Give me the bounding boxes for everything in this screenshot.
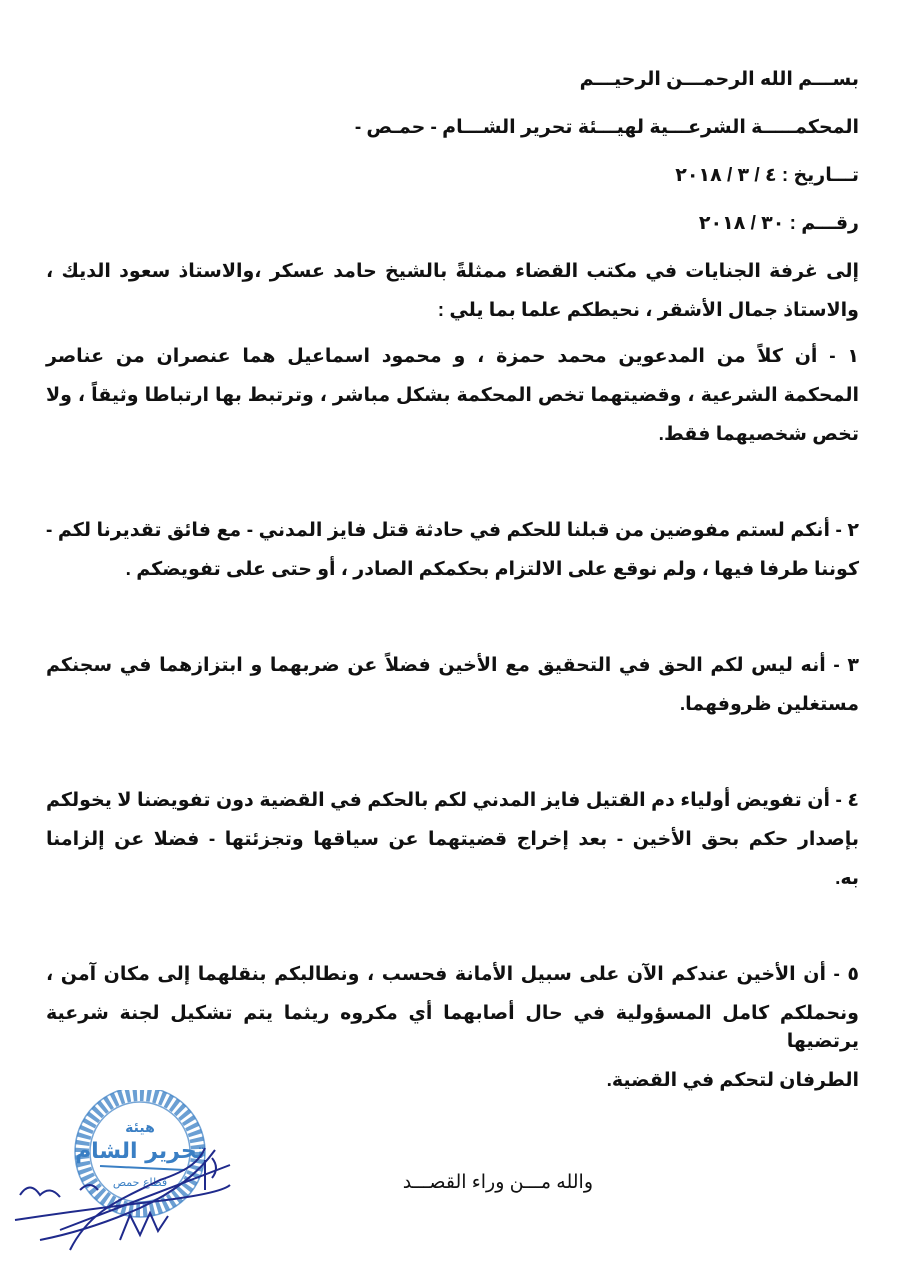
paragraph-5-line: ٥ - أن الأخين عندكم الآن على سبيل الأمانة فحسب ، ونطالبكم بنقلهما إلى مكان آمن ، bbox=[46, 964, 859, 985]
stamp-and-signature bbox=[0, 1090, 360, 1270]
paragraph-1-line: المحكمة الشرعية ، وقضيتهما تخص المحكمة بشكل مباشر ، وترتبط بها ارتباطا وثيقاً ، ولا bbox=[46, 385, 859, 406]
letter-date: تـــاريخ : ٤ / ٣ / ٢٠١٨ bbox=[675, 165, 859, 186]
paragraph-1-line: تخص شخصيهما فقط. bbox=[658, 424, 859, 445]
stamp-text-top: هيئة bbox=[125, 1120, 155, 1136]
paragraph-3-line: ٣ - أنه ليس لكم الحق في التحقيق مع الأخين فضلاً عن ضربهما و ابتزازهما في سجنكم bbox=[46, 655, 859, 676]
addressee-line: إلى غرفة الجنايات في مكتب القضاء ممثلةً بالشيخ حامد عسكر ،والاستاذ سعود الديك ، bbox=[46, 261, 859, 282]
paragraph-2-line: ٢ - أنكم لستم مفوضين من قبلنا للحكم في حادثة قتل فايز المدني - مع فائق تقديرنا لكم - bbox=[46, 520, 859, 541]
stamp-text-bottom: قطاع حمص bbox=[112, 1176, 168, 1189]
closing: والله مـــن وراء القصـــد bbox=[402, 1172, 593, 1193]
stamp-text-main: تحرير الشام bbox=[75, 1139, 205, 1164]
paragraph-1-line: ١ - أن كلاً من المدعوين محمد حمزة ، و محمود اسماعيل هما عنصران من عناصر bbox=[46, 346, 859, 367]
paragraph-4-line: بإصدار حكم بحق الأخين - بعد إخراج قضيتهما عن سياقها وتجزئتها - فضلا عن إلزامنا bbox=[46, 829, 859, 850]
letter-number: رقـــم : ٣٠ / ٢٠١٨ bbox=[698, 213, 859, 234]
paragraph-4-line: به. bbox=[835, 868, 859, 889]
basmala: بســـم الله الرحمـــن الرحيـــم bbox=[579, 69, 859, 90]
paragraph-4-line: ٤ - أن تفويض أولياء دم القتيل فايز المدني لكم بالحكم في القضية دون تفويضنا لا يخولكم bbox=[46, 790, 859, 811]
paragraph-2-line: كوننا طرفا فيها ، ولم نوقع على الالتزام بحكمكم الصادر ، أو حتى على تفويضكم . bbox=[125, 559, 859, 580]
court-name: المحكمـــــة الشرعـــية لهيـــئة تحرير الشـــام - حمـص - bbox=[354, 117, 859, 138]
paragraph-3-line: مستغلين ظروفهما. bbox=[679, 694, 859, 715]
addressee-line: والاستاذ جمال الأشقر ، نحيطكم علما بما يلي : bbox=[437, 300, 859, 321]
paragraph-5-line: ونحملكم كامل المسؤولية في حال أصابهما أي مكروه ريثما يتم تشكيل لجنة شرعية يرتضيها bbox=[46, 1003, 859, 1052]
paragraph-5-line: الطرفان لتحكم في القضية. bbox=[606, 1070, 859, 1091]
